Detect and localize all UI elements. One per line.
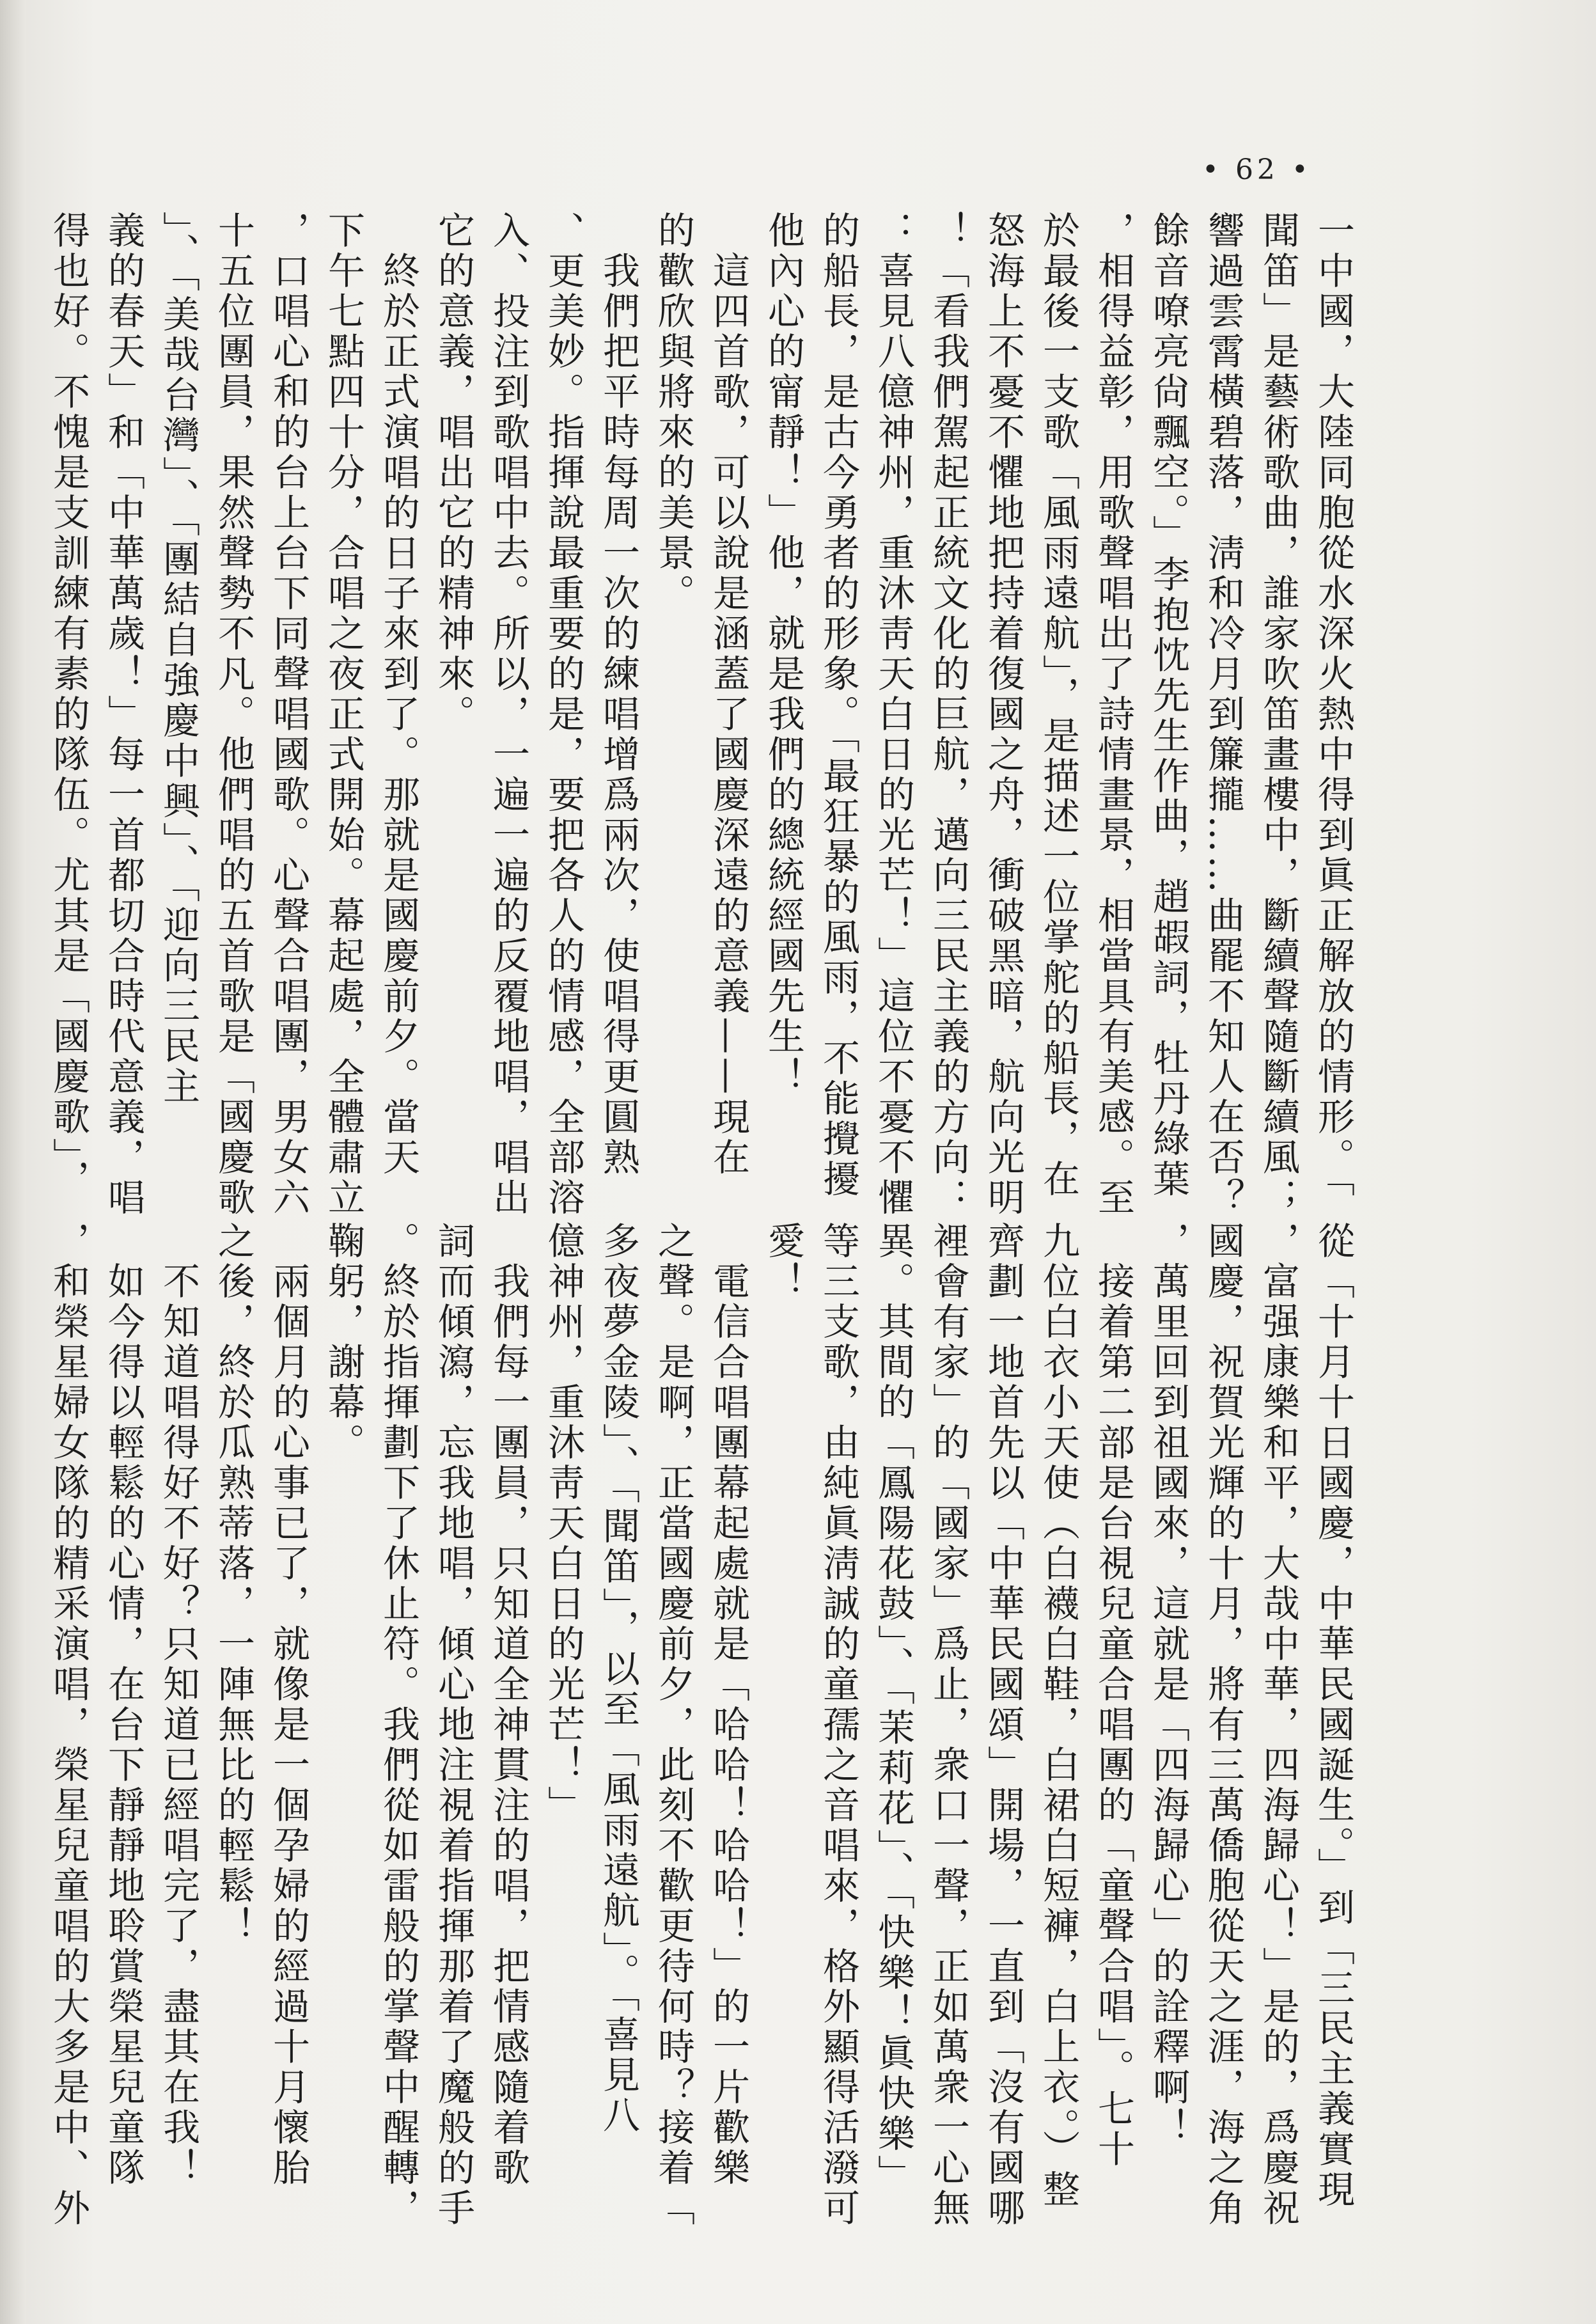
text-column: 怒海上不憂不懼地把持着復國之舟，衝破黑暗，航向光明 <box>982 211 1025 1218</box>
text-column: 餘音嘹亮尙飄空。」李抱忱先生作曲，趙嘏詞，牡丹綠葉 <box>1146 211 1190 1200</box>
text-column: 得也好。不愧是支訓練有素的隊伍。尤其是「國慶歌」， <box>47 211 90 1200</box>
book-spine-shadow <box>0 0 26 2324</box>
text-column: 義的春天」和「中華萬歲！」每一首都切合時代意義，唱 <box>102 211 145 1218</box>
text-column: 電信合唱團幕起處就是「哈哈！哈哈！」的一片歡樂 <box>707 1221 750 2188</box>
text-column: 我們把平時每周一次的練唱增爲兩次，使唱得更圓熟 <box>597 211 640 1178</box>
lower-text-block <box>41 1221 1361 2283</box>
text-column: 齊劃一地首先以「中華民國頌」開場，一直到「沒有國哪 <box>982 1221 1025 2229</box>
text-column: 終於正式演唱的日子來到了。那就是國慶前夕。當天 <box>377 211 420 1178</box>
text-column: 異。其間的「鳳陽花鼓」、「茉莉花」、「快樂！眞快樂」 <box>872 1221 915 2195</box>
text-column: 它的意義，唱出它的精神來。 <box>432 211 475 735</box>
text-column: 我們每一團員，只知道全神貫注的唱，把情感隨着歌 <box>487 1221 530 2188</box>
text-column: 一中國，大陸同胞從水深火熱中得到眞正解放的情形。「 <box>1311 211 1355 1200</box>
text-column: 聞笛」是藝術歌曲，誰家吹笛畫樓中，斷續聲隨斷續風； <box>1256 211 1300 1218</box>
text-column: 入、投注到歌唱中去。所以，一遍一遍的反覆地唱，唱出 <box>487 211 530 1218</box>
text-column: ！「看我們駕起正統文化的巨航，邁向三民主義的方向： <box>927 211 970 1218</box>
upper-text-block <box>41 211 1361 1218</box>
text-column: 於最後一支歌「風雨遠航」，是描述一位掌舵的船長，在 <box>1037 211 1080 1200</box>
text-column: 等三支歌，由純眞淸誠的童孺之音唱來，格外顯得活潑可 <box>817 1221 860 2229</box>
text-column: 九位白衣小天使（白襪白鞋，白裙白短褲，白上衣。）整 <box>1037 1221 1080 2210</box>
text-column: 如今得以輕鬆的心情，在台下靜靜地聆賞榮星兒童隊 <box>102 1221 145 2188</box>
page-number: • 62 • <box>1202 153 1312 186</box>
text-column: 」、「美哉台灣」、「團結自強慶中興」、「迎向三民主 <box>157 211 200 1107</box>
text-column: 接着第二部是台視兒童合唱團的「童聲合唱」。七十 <box>1091 1221 1135 2170</box>
text-column: 兩個月的心事已了，就像是一個孕婦的經過十月懷胎 <box>267 1221 310 2188</box>
text-column: 響過雲霄橫碧落，淸和冷月到簾攏……曲罷不知人在否？ <box>1201 211 1245 1218</box>
text-column: 之後，終於瓜熟蒂落，一陣無比的輕鬆！ <box>212 1221 255 1947</box>
text-column: 下午七點四十分，合唱之夜正式開始。幕起處，全體肅立 <box>322 211 365 1218</box>
text-column: 之聲。是啊，正當國慶前夕，此刻不歡更待何時？接着「 <box>652 1221 695 2229</box>
text-column: ：喜見八億神州，重沐靑天白日的光芒！」這位不憂不懼 <box>872 211 915 1218</box>
text-column: 、更美妙。指揮說最重要的是，要把各人的情感，全部溶 <box>542 211 585 1218</box>
text-column: 鞠躬，謝幕。 <box>322 1221 365 1463</box>
text-column: 不知道唱得好不好？只知道已經唱完了，盡其在我！ <box>157 1221 200 2188</box>
text-column: ，口唱心和的台上台下同聲唱國歌。心聲合唱團，男女六 <box>267 211 310 1218</box>
text-column: 多夜夢金陵」、「聞笛」，以至「風雨遠航」。「喜見八 <box>597 1221 640 2136</box>
text-column: ，萬里回到祖國來，這就是「四海歸心」的詮釋啊！ <box>1146 1221 1190 2148</box>
text-column: 詞而傾瀉，忘我地唱，傾心地注視着指揮那着了魔般的手 <box>432 1221 475 2229</box>
text-column: ，富强康樂和平，大哉中華，四海歸心！」是的，爲慶祝 <box>1256 1221 1300 2229</box>
text-column: 裡會有家」的「國家」爲止，衆口一聲，正如萬衆一心無 <box>927 1221 970 2229</box>
text-column: 這四首歌，可以說是涵蓋了國慶深遠的意義——現在 <box>707 211 750 1178</box>
text-column: 十五位團員，果然聲勢不凡。他們唱的五首歌是「國慶歌 <box>212 211 255 1218</box>
text-column: 億神州，重沐靑天白日的光芒！」 <box>542 1221 585 1826</box>
text-column: 國慶，祝賀光輝的十月，將有三萬僑胞從天之涯，海之角 <box>1201 1221 1245 2229</box>
text-column: 愛！ <box>762 1221 805 1302</box>
text-column: ，相得益彰，用歌聲唱出了詩情畫景，相當具有美感。至 <box>1091 211 1135 1218</box>
text-column: 的歡欣與將來的美景。 <box>652 211 695 614</box>
text-column: 。終於指揮劃下了休止符。我們從如雷般的掌聲中醒轉， <box>377 1221 420 2229</box>
text-column: ，和榮星婦女隊的精采演唱，榮星兒童唱的大多是中、外 <box>47 1221 90 2229</box>
text-column: 的船長，是古今勇者的形象。「最狂暴的風雨，不能攪擾 <box>817 211 860 1200</box>
text-column: 他內心的甯靜！」他，就是我們的總統經國先生！ <box>762 211 805 1097</box>
text-column: 從「十月十日國慶，中華民國誕生。」到「三民主義實現 <box>1311 1221 1355 2210</box>
